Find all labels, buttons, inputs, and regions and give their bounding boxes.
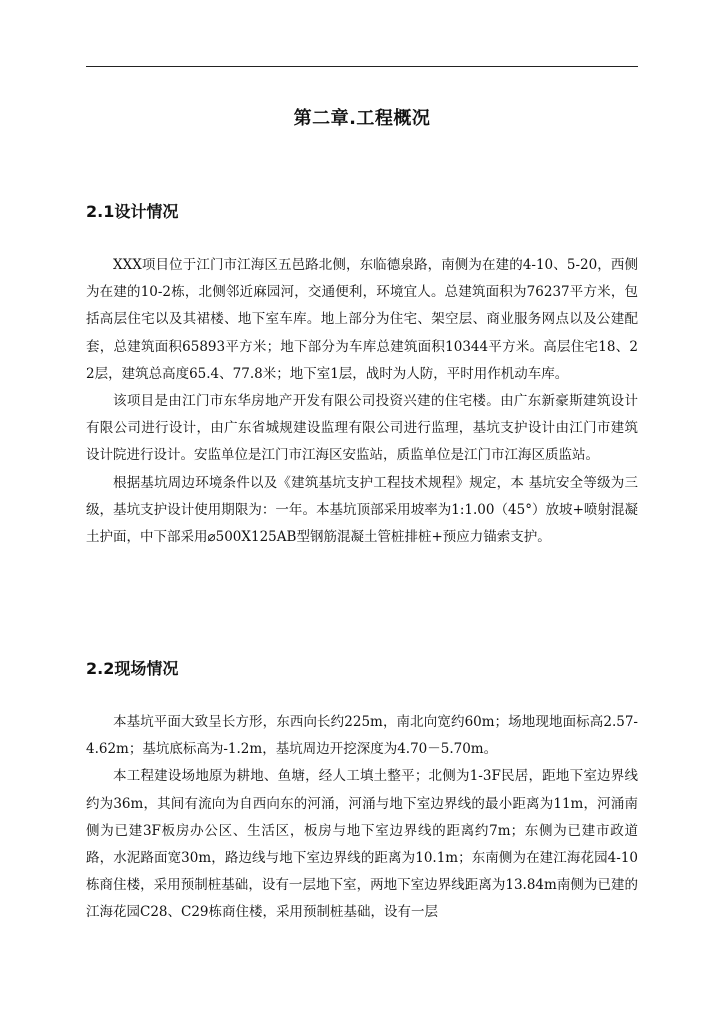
- paragraph-project-overview: XXX项目位于江门市江海区五邑路北侧，东临德泉路，南侧为在建的4-10、5-20，西侧为在建的10-2栋，北侧邻近麻园河，交通便利，环境宜人。总建筑面积为76237平方米，包括高层住宅以及其裙楼、地下室车库。地上部分为住宅、架空层、商业服务网点以及公建配套，总建筑面积65893平方米；地下部分为车库总建筑面积10344平方米。高层住宅18、22层，建筑总高度65.4、77.8米；地下室1层，战时为人防，平时用作机动车库。: [86, 257, 638, 382]
- paragraph-project-parties: 该项目是由江门市东华房地产开发有限公司投资兴建的住宅楼。由广东新豪斯建筑设计有限公司进行设计，由广东省城规建设监理有限公司进行监理，基坑支护设计由江门市建筑设计院进行设计。安监单位是江门市江海区安监站，质监单位是江门市江海区质监站。: [86, 393, 638, 464]
- section-design-body: [86, 252, 638, 551]
- section-heading-site: 2.2现场情况: [86, 659, 179, 678]
- paragraph-site-surroundings: 本工程建设场地原为耕地、鱼塘，经人工填土整平；北侧为1-3F民居，距地下室边界线约为36m，其间有流向为自西向东的河涌，河涌与地下室边界线的最小距离为11m，河涌南侧为已建3F板房办公区、生活区，板房与地下室边界线的距离约7m；东侧为已建市政道路，水泥路面宽30m，路边线与地下室边界线的距离为10.1m；东南侧为在建江海花园4-10栋商住楼，采用预制桩基础，设有一层地下室，两地下室边界线距离为13.84m南侧为已建的江海花园C28、C29栋商住楼，采用预制桩基础，设有一层: [86, 768, 638, 921]
- chapter-title: 第二章.工程概况: [293, 108, 431, 129]
- paragraph-pit-dimensions: 本基坑平面大致呈长方形，东西向长约225m，南北向宽约60m；场地现地面标高2.57-4.62m；基坑底标高为-1.2m，基坑周边开挖深度为4.70－5.70m。: [86, 714, 638, 758]
- section-site-body: [86, 709, 638, 927]
- section-heading-design: 2.1设计情况: [86, 202, 179, 221]
- header-rule: [86, 66, 638, 67]
- paragraph-support-design: 根据基坑周边环境条件以及《建筑基坑支护工程技术规程》规定，本 基坑安全等级为三级，基坑支护设计使用期限为：一年。本基坑顶部采用坡率为1:1.00（45°）放坡+喷射混凝土护面，中下部采用⌀500X125AB型钢筋混凝土管桩排桩+预应力锚索支护。: [86, 474, 638, 546]
